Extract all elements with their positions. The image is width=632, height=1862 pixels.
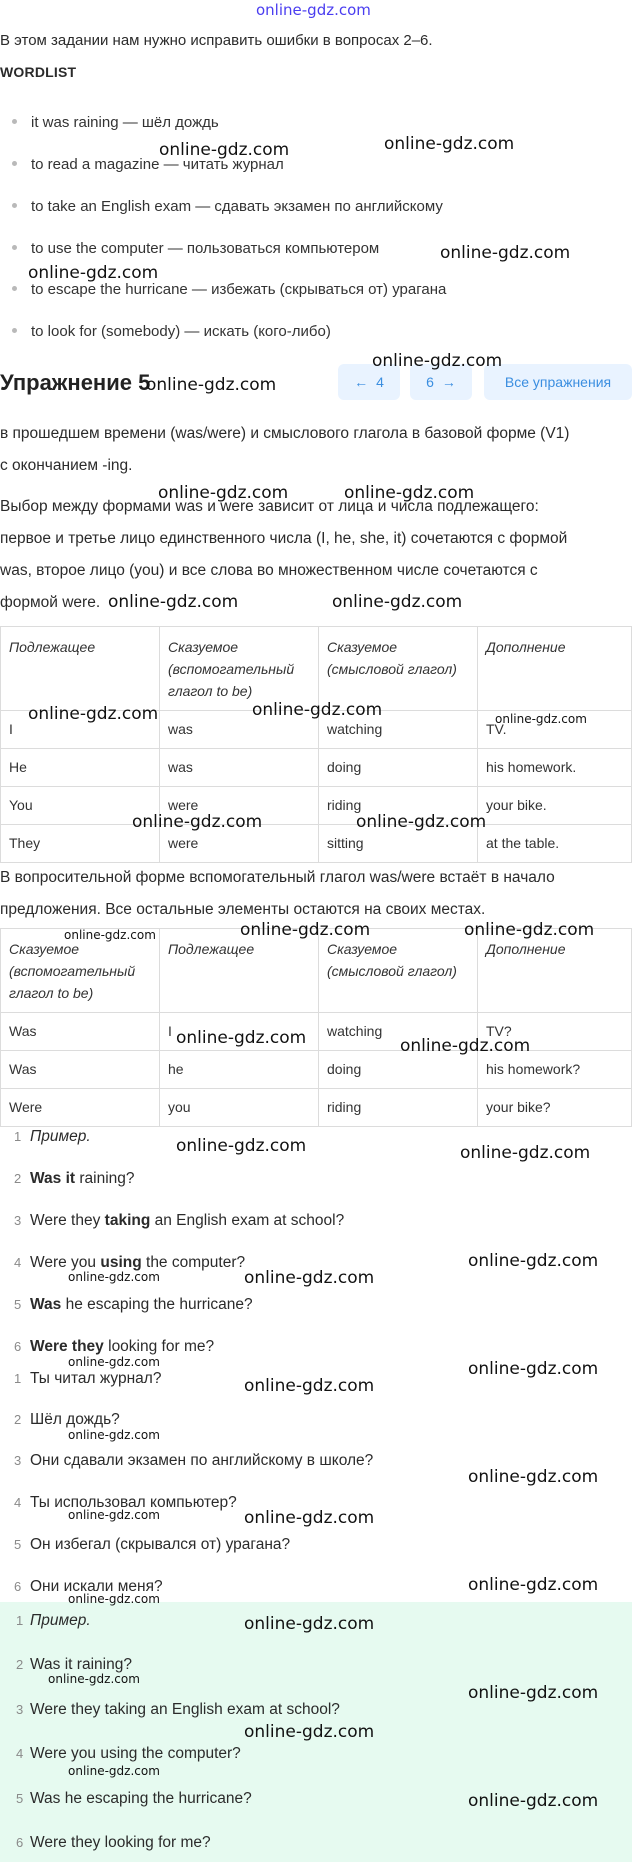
watermark: online-gdz.com	[68, 1508, 160, 1522]
table-header: Подлежащее	[1, 627, 160, 711]
explanation-paragraph: в прошедшем времени (was/were) и смыслового глагола в базовой форме (V1) с окончанием -ing.	[0, 425, 570, 474]
bullet-icon	[12, 203, 17, 208]
watermark: online-gdz.com	[28, 263, 159, 283]
list-item: 2 Шёл дождь?	[14, 1411, 120, 1428]
list-item: 6 Were they looking for me?	[16, 1834, 211, 1851]
list-item: 5 Was he escaping the hurricane?	[14, 1296, 253, 1313]
intro-text: В этом задании нам нужно исправить ошибки в вопросах 2–6.	[0, 32, 433, 49]
list-item: 6 Were they looking for me?	[14, 1338, 215, 1355]
affirmative-table	[0, 626, 632, 863]
table-row: Were you riding your bike?	[1, 1089, 632, 1127]
watermark: online-gdz.com	[440, 243, 571, 263]
watermark: online-gdz.com	[176, 1136, 307, 1156]
watermark: online-gdz.com	[68, 1592, 160, 1606]
watermark: online-gdz.com	[240, 920, 371, 940]
watermark: online-gdz.com	[244, 1614, 375, 1634]
watermark: online-gdz.com	[468, 1575, 599, 1595]
wordlist-item: to look for (somebody) — искать (кого-либо)	[12, 323, 331, 340]
top-watermark: online-gdz.com	[256, 1, 371, 19]
watermark: online-gdz.com	[108, 592, 239, 612]
list-item: 4 Were you using the computer?	[14, 1254, 246, 1271]
table-header: Сказуемое (вспомогательный глагол to be)	[160, 627, 319, 711]
watermark: online-gdz.com	[68, 1270, 160, 1284]
exercise-title: Упражнение 5	[0, 370, 151, 395]
explanation-paragraph: Выбор между формами was и were зависит от лица и числа подлежащего: первое и третье лицо единственного числа (I, he, she, it) сочетаются с формой was, второе лицо (you) и все слова во множественном числе сочетаются с формой were.	[0, 498, 568, 611]
watermark: online-gdz.com	[176, 1028, 307, 1048]
wordlist-item: to escape the hurricane — избежать (скрываться от) урагана	[12, 281, 446, 298]
watermark: online-gdz.com	[132, 812, 263, 832]
list-item: 4 Ты использовал компьютер?	[14, 1494, 237, 1511]
watermark: online-gdz.com	[244, 1722, 375, 1742]
watermark: online-gdz.com	[64, 928, 156, 942]
table-header: Дополнение	[478, 627, 632, 711]
list-item: 3 Они сдавали экзамен по английскому в школе?	[14, 1452, 374, 1469]
watermark: online-gdz.com	[468, 1683, 599, 1703]
wordlist-item: to use the computer — пользоваться компьютером	[12, 240, 379, 257]
watermark: online-gdz.com	[244, 1376, 375, 1396]
watermark: online-gdz.com	[356, 812, 487, 832]
list-item: 5 Was he escaping the hurricane?	[16, 1790, 252, 1807]
next-exercise-button[interactable]: 6 →	[410, 364, 472, 400]
bullet-icon	[12, 161, 17, 166]
explanation-paragraph: В вопросительной форме вспомогательный глагол was/were встаёт в начало предложения. Все остальные элементы остаются на своих местах.	[0, 869, 555, 918]
table-row: He was doing his homework.	[1, 749, 632, 787]
table-row: I was watching TV.	[1, 711, 632, 749]
watermark: online-gdz.com	[68, 1764, 160, 1778]
watermark: online-gdz.com	[468, 1359, 599, 1379]
watermark: online-gdz.com	[468, 1251, 599, 1271]
all-exercises-button[interactable]: Все упражнения	[484, 364, 632, 400]
watermark: online-gdz.com	[48, 1672, 140, 1686]
watermark: online-gdz.com	[244, 1268, 375, 1288]
table-header: Дополнение	[478, 929, 632, 1013]
list-item: 3 Were they taking an English exam at school?	[14, 1212, 345, 1229]
prev-exercise-button[interactable]: ← 4	[338, 364, 400, 400]
list-item: 6 Они искали меня?	[14, 1578, 163, 1595]
table-row: They were sitting at the table.	[1, 825, 632, 863]
watermark: online-gdz.com	[244, 1508, 375, 1528]
list-item: 4 Were you using the computer?	[16, 1745, 241, 1762]
question-table	[0, 928, 632, 1127]
bullet-icon	[12, 328, 17, 333]
watermark: online-gdz.com	[460, 1143, 591, 1163]
watermark: online-gdz.com	[468, 1791, 599, 1811]
table-header: Сказуемое (смысловой глагол)	[319, 929, 478, 1013]
table-header: Сказуемое (вспомогательный глагол to be)	[1, 929, 160, 1013]
watermark: online-gdz.com	[146, 375, 277, 395]
wordlist-item: to take an English exam — сдавать экзамен по английскому	[12, 198, 443, 215]
wordlist-title: WORDLIST	[0, 64, 77, 80]
arrow-left-icon: ←	[354, 374, 369, 390]
watermark: online-gdz.com	[344, 483, 475, 503]
bullet-icon	[12, 119, 17, 124]
list-item: 2 Was it raining?	[16, 1656, 132, 1673]
watermark: online-gdz.com	[464, 920, 595, 940]
watermark: online-gdz.com	[384, 134, 515, 154]
table-header: Подлежащее	[160, 929, 319, 1013]
list-item: 1 Пример.	[14, 1128, 91, 1145]
watermark: online-gdz.com	[468, 1467, 599, 1487]
watermark: online-gdz.com	[28, 704, 159, 724]
watermark: online-gdz.com	[158, 483, 289, 503]
bullet-icon	[12, 245, 17, 250]
watermark: online-gdz.com	[68, 1355, 160, 1369]
watermark: online-gdz.com	[400, 1036, 531, 1056]
wordlist-item: it was raining — шёл дождь	[12, 114, 219, 131]
table-row: You were riding your bike.	[1, 787, 632, 825]
table-row: Was I watching TV?	[1, 1013, 632, 1051]
watermark: online-gdz.com	[252, 700, 383, 720]
list-item: 2 Was it raining?	[14, 1170, 135, 1187]
table-row: Was he doing his homework?	[1, 1051, 632, 1089]
watermark: online-gdz.com	[159, 140, 290, 160]
list-item: 5 Он избегал (скрывался от) урагана?	[14, 1536, 291, 1553]
list-item: 1 Пример.	[16, 1612, 91, 1629]
wordlist-item: to read a magazine — читать журнал	[12, 156, 284, 173]
list-item: 1 Ты читал журнал?	[14, 1370, 162, 1387]
watermark: online-gdz.com	[332, 592, 463, 612]
arrow-right-icon: →	[441, 374, 456, 390]
bullet-icon	[12, 286, 17, 291]
list-item: 3 Were they taking an English exam at school?	[16, 1701, 340, 1718]
watermark: online-gdz.com	[495, 712, 587, 726]
watermark: online-gdz.com	[68, 1428, 160, 1442]
table-header: Сказуемое (смысловой глагол)	[319, 627, 478, 711]
watermark: online-gdz.com	[372, 351, 503, 371]
